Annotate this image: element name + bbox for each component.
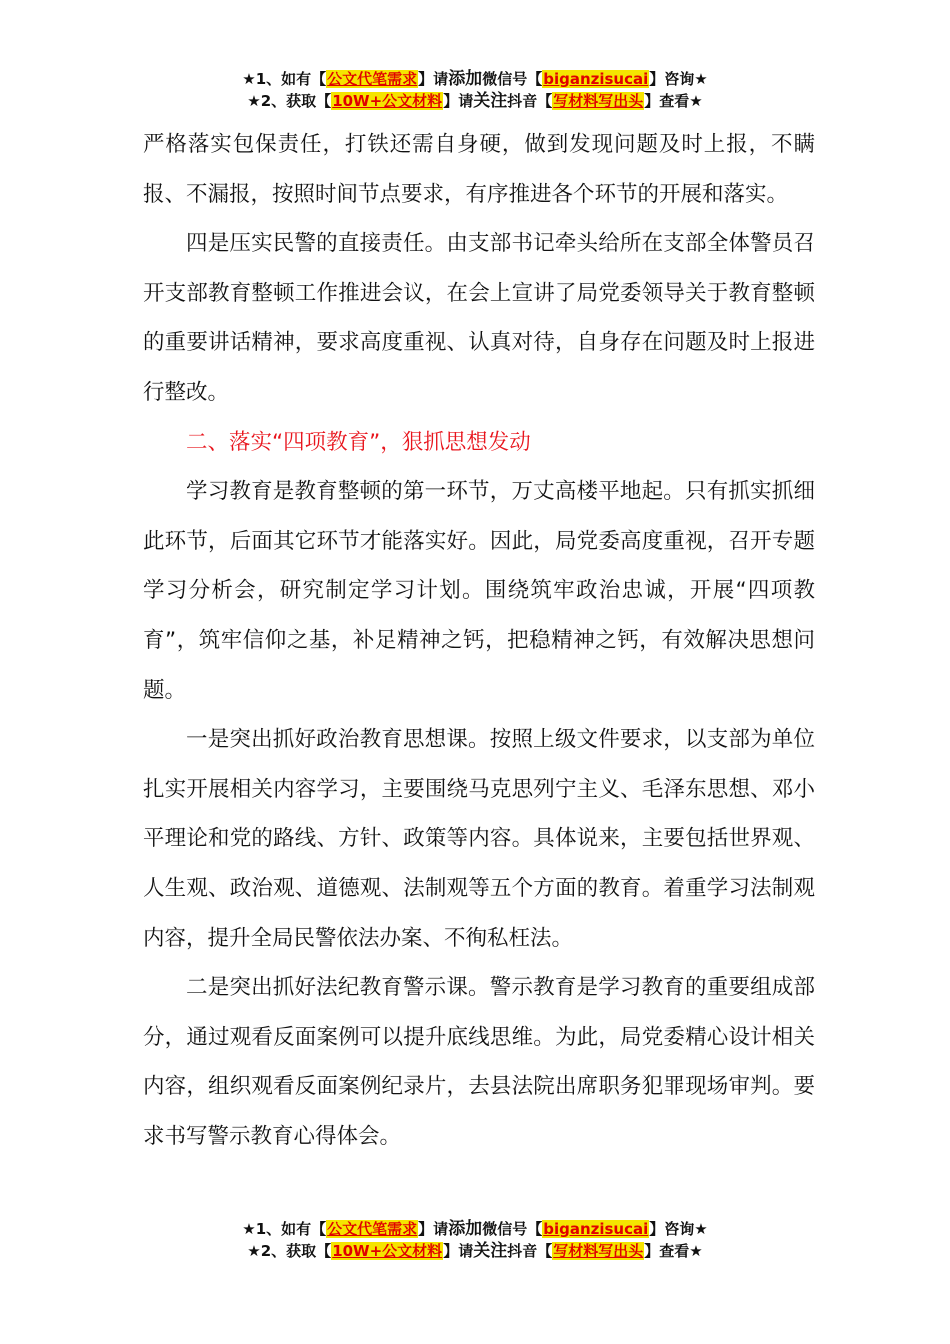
section-heading: 二、落实“四项教育”，狠抓思想发动 <box>186 429 531 455</box>
star-icon: ★ <box>694 1220 708 1238</box>
body-paragraph: 学习教育是教育整顿的第一环节，万丈高楼平地起。只有抓实抓细此环节，后面其它环节才能落实好。因此，局党委高度重视，召开专题学习分析会，研究制定学习计划。围绕筑牢政治忠诚，开展“四项教育”，筑牢信仰之基，补足精神之钙，把稳精神之钙，有效解决思想问题。 <box>143 479 815 703</box>
body-paragraph: 四是压实民警的直接责任。由支部书记牵头给所在支部全体警员召开支部教育整顿工作推进会议，在会上宣讲了局党委领导关于教育整顿的重要讲话精神，要求高度重视、认真对待，自身存在问题及时上报进行整改。 <box>143 231 815 405</box>
body-paragraph: 严格落实包保责任，打铁还需自身硬，做到发现问题及时上报，不瞒报、不漏报，按照时间节点要求，有序推进各个环节的开展和落实。 <box>143 132 815 207</box>
body-paragraph: 二是突出抓好法纪教育警示课。警示教育是学习教育的重要组成部分，通过观看反面案例可以提升底线思维。为此，局党委精心设计相关内容，组织观看反面案例纪录片，去县法院出席职务犯罪现场审判。要求书写警示教育心得体会。 <box>143 975 815 1149</box>
document-body <box>143 120 815 1161</box>
star-icon: ★ <box>694 70 708 88</box>
wechat-id-highlight: biganzisucai <box>543 1220 649 1238</box>
ghostwriting-highlight: 公文代笔需求 <box>327 1220 418 1238</box>
banner-line-1: ★1、如有【公文代笔需求】请添加微信号【biganzisucai】咨询★ <box>242 1219 708 1239</box>
douyin-account-highlight: 写材料写出头 <box>553 92 644 110</box>
douyin-account-highlight: 写材料写出头 <box>553 1242 644 1260</box>
star-icon: ★ <box>242 70 256 88</box>
banner-line-2: ★2、获取【10W+公文材料】请关注抖音【写材料写出头】查看★ <box>247 1241 703 1261</box>
wechat-id-highlight: biganzisucai <box>543 70 649 88</box>
materials-highlight: 10W+公文材料 <box>332 92 443 110</box>
banner-line-2: ★2、获取【10W+公文材料】请关注抖音【写材料写出头】查看★ <box>247 91 703 111</box>
banner-line-1: ★1、如有【公文代笔需求】请添加微信号【biganzisucai】咨询★ <box>242 69 708 89</box>
star-icon: ★ <box>689 92 703 110</box>
star-icon: ★ <box>242 1220 256 1238</box>
materials-highlight: 10W+公文材料 <box>332 1242 443 1260</box>
ghostwriting-highlight: 公文代笔需求 <box>327 70 418 88</box>
header-banner <box>0 68 950 112</box>
star-icon: ★ <box>247 1242 261 1260</box>
footer-banner <box>0 1218 950 1262</box>
star-icon: ★ <box>247 92 261 110</box>
star-icon: ★ <box>689 1242 703 1260</box>
body-paragraph: 一是突出抓好政治教育思想课。按照上级文件要求，以支部为单位扎实开展相关内容学习，主要围绕马克思列宁主义、毛泽东思想、邓小平理论和党的路线、方针、政策等内容。具体说来，主要包括世界观、人生观、政治观、道德观、法制观等五个方面的教育。着重学习法制观内容，提升全局民警依法办案、不徇私枉法。 <box>143 727 815 951</box>
